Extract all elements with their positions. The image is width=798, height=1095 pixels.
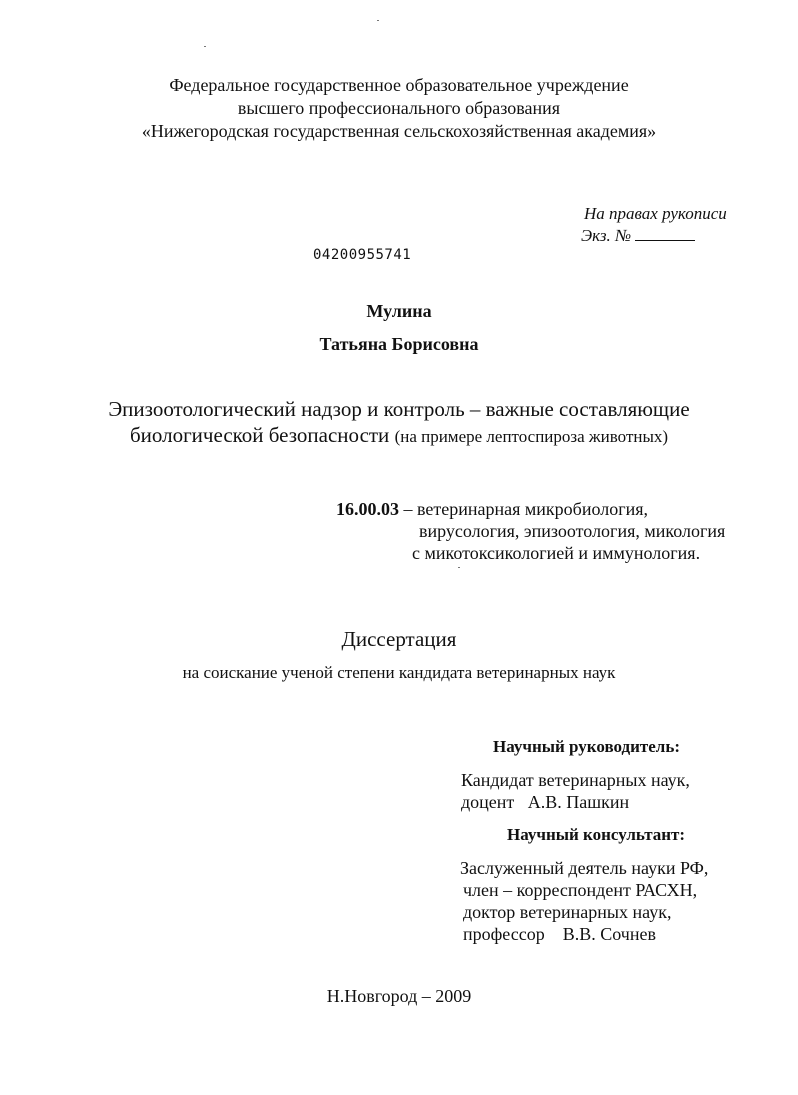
copy-number-blank [635,226,695,241]
author-given-names: Татьяна Борисовна [319,334,479,354]
consultant-heading: Научный консультант: [507,825,686,844]
consultant-line-2: член – корреспондент РАСХН, [463,880,698,900]
specialty-line-3: с микотоксикологией и иммунология. [412,543,701,563]
institution-line-1: Федеральное государственное образовательное учреждение [169,75,629,95]
author-surname: Мулина [366,301,432,321]
specialty-line-1-rest: – ветеринарная микробиология, [403,499,648,519]
degree-sought: на соискание ученой степени кандидата ветеринарных наук [182,663,616,682]
thesis-title-main: биологической безопасности [129,423,390,447]
institution-header [30,74,768,143]
city-year: Н.Новгород – 2009 [326,986,472,1006]
copy-number-label: Экз. № [581,226,632,245]
copy-number [581,225,695,247]
stamp-number: 04200955741 [313,247,412,263]
institution-line-2: высшего профессионального образования [237,98,561,118]
specialty-code: 16.00.03 [336,499,399,519]
manuscript-rights: На правах рукописи [584,204,727,223]
specialty-line-2: вирусология, эпизоотология, микология [419,521,726,541]
thesis-title-line-1: Эпизоотологический надзор и контроль – важные составляющие [108,397,690,421]
supervisor-line-2: доцент А.В. Пашкин [461,792,630,812]
scan-speck [377,20,379,21]
consultant-line-3: доктор ветеринарных наук, [463,902,672,922]
consultant-line-1: Заслуженный деятель науки РФ, [460,858,709,878]
consultant-line-4: профессор В.В. Сочнев [463,924,656,944]
document-type: Диссертация [341,627,457,651]
thesis-title-line-2 [0,422,798,450]
institution-line-3: «Нижегородская государственная сельскохозяйственная академия» [141,121,657,141]
thesis-title-note: (на примере лептоспироза животных) [394,427,669,446]
specialty-line-1 [336,498,648,521]
scan-speck [204,46,206,47]
supervisor-heading: Научный руководитель: [493,737,680,756]
scan-speck [458,567,460,568]
supervisor-line-1: Кандидат ветеринарных наук, [461,770,690,790]
